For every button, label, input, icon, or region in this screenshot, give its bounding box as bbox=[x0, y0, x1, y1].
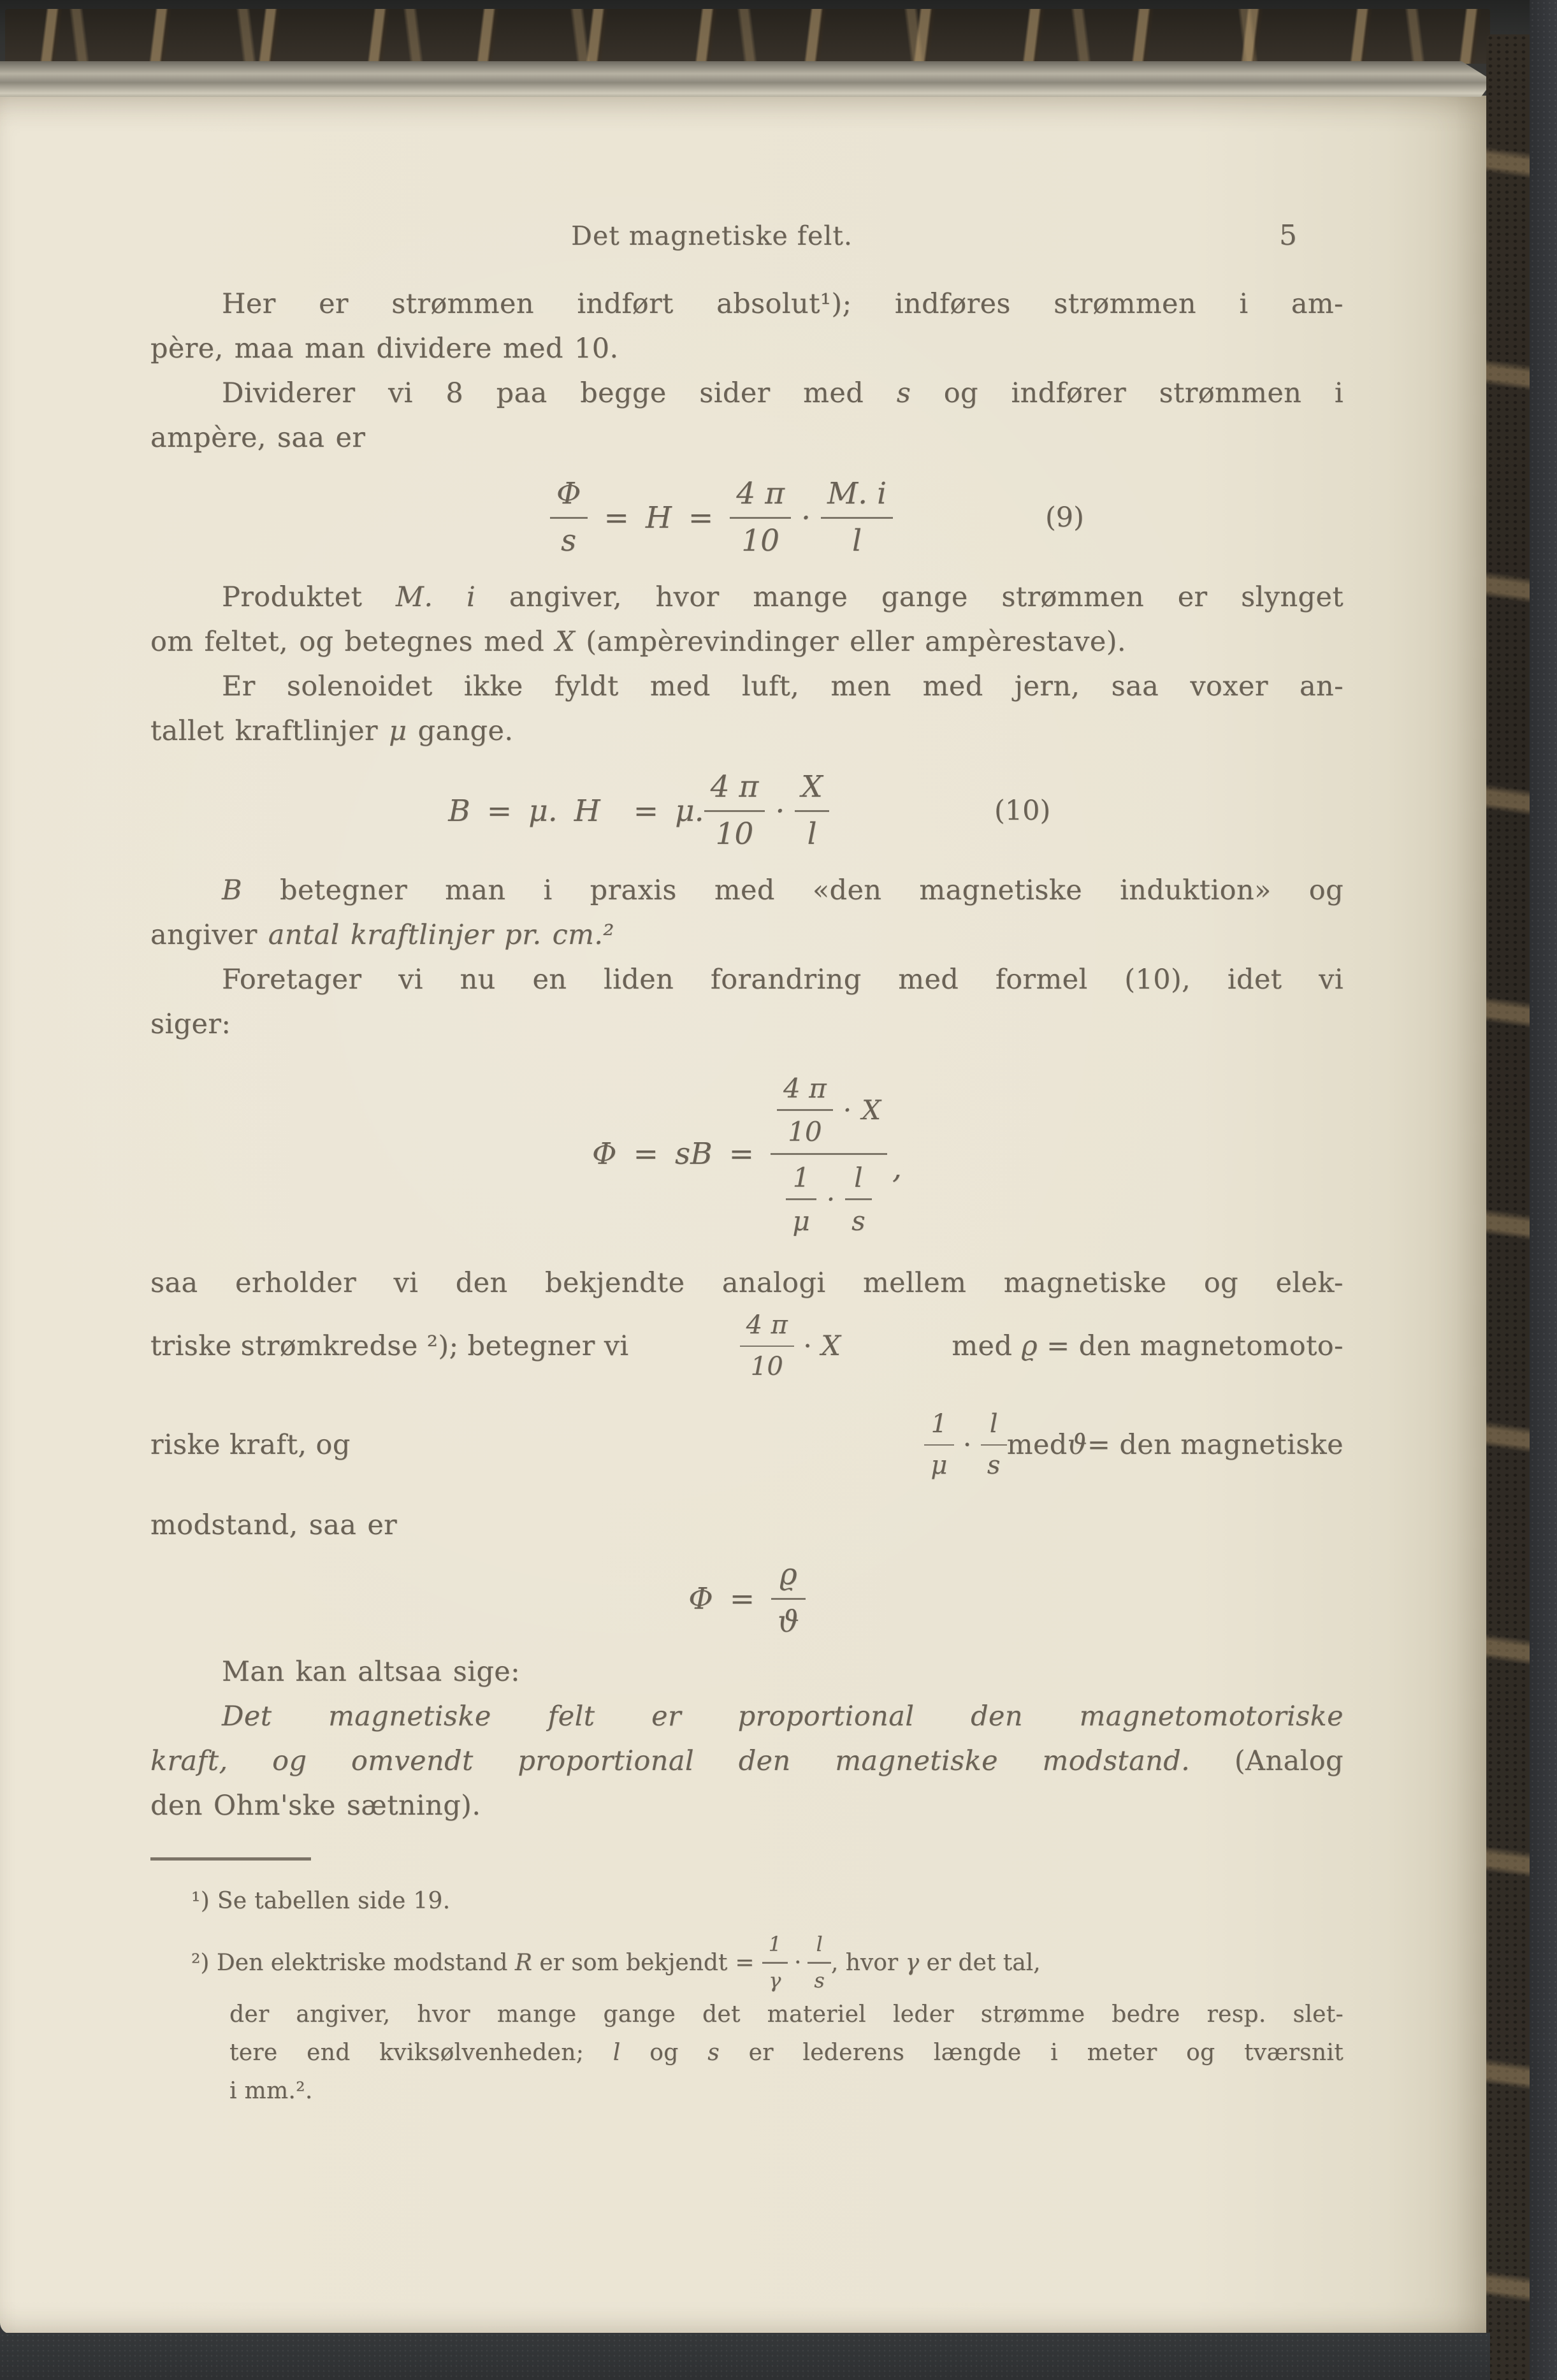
footnote-1: ¹) Se tabellen side 19. bbox=[191, 1888, 451, 1914]
math-var: H bbox=[645, 500, 672, 535]
cover-bottom-cloth bbox=[0, 2333, 1490, 2380]
fraction-numerator: 4 π bbox=[783, 1073, 827, 1105]
fraction bbox=[550, 477, 588, 558]
equals-sign: = bbox=[688, 500, 714, 535]
paragraph-line: père, maa man dividere med 10. bbox=[150, 333, 619, 365]
fraction-denominator: μ bbox=[786, 1198, 816, 1236]
footnote-2-line bbox=[191, 1929, 1343, 1996]
math-var: Φ bbox=[592, 1136, 617, 1172]
paragraph-line bbox=[150, 371, 1343, 416]
running-header bbox=[150, 221, 1343, 255]
footnote-2-line: der angiver, hvor mange gange det materiel leder strømme bedre resp. slet- bbox=[229, 2001, 1343, 2028]
fraction bbox=[795, 771, 829, 851]
math-var: μ. bbox=[528, 793, 558, 829]
fraction-numerator: l bbox=[816, 1931, 823, 1956]
comma: , bbox=[892, 1150, 902, 1186]
fraction-denominator: l bbox=[795, 810, 829, 852]
equals-sign: = bbox=[735, 1949, 755, 1976]
paragraph-line: Man kan altsaa sige: bbox=[222, 1656, 521, 1688]
math-var: ϑ bbox=[1067, 1429, 1087, 1461]
fraction-numerator: 4 π bbox=[746, 1310, 788, 1340]
equals-sign: = bbox=[633, 793, 659, 829]
equals-sign: = bbox=[486, 793, 512, 829]
fraction bbox=[786, 1163, 816, 1236]
fraction bbox=[704, 771, 765, 851]
paragraph-line bbox=[150, 620, 1343, 664]
paragraph-line bbox=[150, 575, 1343, 620]
fraction-numerator: 4 π bbox=[710, 769, 759, 804]
math-var: B bbox=[448, 793, 470, 829]
formula-ohm-analogy bbox=[150, 1553, 1343, 1644]
fraction-numerator: M. i bbox=[827, 475, 887, 511]
fraction-denominator: s bbox=[845, 1198, 872, 1236]
fraction-denominator: 10 bbox=[777, 1109, 833, 1147]
multiplication-dot: · bbox=[843, 1094, 852, 1126]
text-run: Produktet bbox=[222, 581, 396, 613]
fraction bbox=[771, 1558, 806, 1639]
math-var: X bbox=[555, 626, 576, 658]
fraction-denominator: μ bbox=[924, 1444, 953, 1480]
fraction-numerator bbox=[771, 1071, 887, 1152]
fraction-numerator: ϱ bbox=[779, 1556, 797, 1592]
paragraph-line: ampère, saa er bbox=[150, 422, 366, 454]
fraction-denominator: s bbox=[807, 1962, 830, 1992]
paragraph-line: den Ohm'ske sætning). bbox=[150, 1790, 481, 1822]
multiplication-dot: · bbox=[801, 500, 811, 535]
fraction-denominator: s bbox=[550, 517, 588, 558]
fraction-numerator: 4 π bbox=[736, 475, 785, 511]
math-var: M. i bbox=[395, 581, 476, 613]
text-column bbox=[150, 221, 1343, 2110]
denominator-row bbox=[786, 1163, 871, 1236]
fraction bbox=[740, 1311, 795, 1381]
text-run: triske strømkredse ²); betegner vi bbox=[150, 1330, 629, 1362]
multiplication-dot: · bbox=[793, 1949, 802, 1976]
text-run: Dividerer vi 8 paa begge sider med bbox=[222, 377, 897, 409]
cover-right-cloth bbox=[1530, 0, 1557, 2380]
text-run: = den magnetiske bbox=[1087, 1429, 1343, 1461]
text-run: er lederens længde i meter og tværsnit bbox=[719, 2040, 1343, 2066]
paragraph-line bbox=[150, 868, 1343, 913]
text-run bbox=[952, 1330, 1343, 1362]
fraction bbox=[762, 1933, 788, 1992]
text-run bbox=[831, 1950, 1041, 1976]
text-run: med bbox=[1006, 1429, 1068, 1461]
page-number: 5 bbox=[1279, 219, 1298, 252]
text-run: og bbox=[620, 2040, 708, 2066]
formula-10 bbox=[42, 762, 1235, 859]
fraction bbox=[981, 1410, 1007, 1480]
equals-sign: = bbox=[633, 1136, 658, 1172]
footnote-rule bbox=[150, 1857, 311, 1861]
math-var: μ bbox=[389, 715, 407, 747]
math-var: s bbox=[896, 377, 911, 409]
page-block-top-edge bbox=[0, 61, 1499, 97]
fraction-denominator bbox=[771, 1153, 887, 1236]
math-var: Φ bbox=[688, 1581, 713, 1616]
fraction bbox=[807, 1933, 830, 1992]
fraction-denominator: l bbox=[821, 517, 893, 558]
formula-number: (10) bbox=[994, 795, 1051, 827]
inline-math-group bbox=[924, 1410, 1343, 1480]
paragraph-line: Her er strømmen indført absolut¹); indføres strømmen i am- bbox=[222, 288, 1343, 320]
equals-sign: = bbox=[729, 1581, 755, 1616]
paragraph-line: modstand, saa er bbox=[150, 1509, 398, 1541]
text-run: riske kraft, og bbox=[150, 1429, 351, 1461]
cover-right-marbled-edge bbox=[1486, 34, 1533, 2380]
text-run: (Analog bbox=[1190, 1745, 1343, 1777]
text-run bbox=[191, 1950, 727, 1976]
page-title: Det magnetiske felt. bbox=[571, 221, 853, 251]
inline-math-group bbox=[740, 1311, 841, 1381]
paragraph-line: Er solenoidet ikke fyldt med luft, men med jern, saa voxer an- bbox=[222, 671, 1343, 702]
footnotes bbox=[191, 1882, 1343, 2110]
math-var: μ. bbox=[675, 793, 704, 829]
equals-sign: = bbox=[728, 1136, 755, 1172]
math-var: H bbox=[574, 793, 600, 829]
text-run: ²) Den elektriske modstand bbox=[191, 1949, 515, 1976]
fraction-denominator: γ bbox=[762, 1962, 788, 1992]
multiplication-dot: · bbox=[803, 1330, 813, 1362]
text-run: angiver, hvor mange gange strømmen er slynget bbox=[475, 581, 1344, 613]
text-run: tere end kviksølvenheden; bbox=[229, 2040, 613, 2066]
fraction-denominator: 10 bbox=[704, 810, 765, 852]
fraction bbox=[777, 1073, 833, 1147]
math-var: s bbox=[707, 2040, 720, 2066]
text-run: tallet kraftlinjer bbox=[150, 715, 389, 747]
text-run: , hvor bbox=[830, 1949, 906, 1976]
paragraph-line bbox=[150, 709, 1343, 753]
fraction-numerator: 1 bbox=[931, 1409, 948, 1439]
footnote-2-line bbox=[191, 2034, 1343, 2072]
fraction-denominator: ϑ bbox=[771, 1598, 806, 1639]
outer-fraction bbox=[771, 1071, 887, 1235]
paragraph-line-with-fraction bbox=[150, 1387, 1343, 1503]
math-var: sB bbox=[674, 1136, 713, 1172]
cover-top-marbled-edge bbox=[5, 9, 1490, 64]
fraction-numerator: 1 bbox=[792, 1161, 810, 1193]
footnote-2-line: i mm.². bbox=[229, 2078, 313, 2104]
text-run: angiver bbox=[150, 919, 268, 951]
numerator-row bbox=[777, 1073, 881, 1147]
text-run: med bbox=[952, 1330, 1022, 1362]
text-run: gange. bbox=[407, 715, 514, 747]
fraction-denominator: s bbox=[981, 1444, 1007, 1480]
fraction-denominator: 10 bbox=[730, 517, 791, 558]
paragraph-line-italic: Det magnetiske felt er proportional den magnetomotoriske bbox=[222, 1701, 1343, 1732]
fraction-numerator: l bbox=[854, 1161, 863, 1193]
fraction-numerator: X bbox=[801, 769, 823, 804]
italic-phrase: kraft, og omvendt proportional den magnetiske modstand. bbox=[150, 1745, 1191, 1777]
paragraph-line: Foretager vi nu en liden forandring med formel (10), idet vi bbox=[222, 964, 1343, 996]
paragraph-line: siger: bbox=[150, 1008, 231, 1040]
text-run: er det tal, bbox=[919, 1949, 1041, 1976]
math-var: ϱ bbox=[1021, 1330, 1038, 1362]
text-run: = den magnetomoto- bbox=[1038, 1330, 1343, 1362]
math-var: X bbox=[821, 1330, 841, 1362]
text-run: betegner man i praxis med «den magnetiske induktion» og bbox=[242, 874, 1343, 906]
formula-phi-sb bbox=[150, 1057, 1343, 1251]
formula-number: (9) bbox=[1045, 502, 1084, 533]
paragraph-line: saa erholder vi den bekjendte analogi mellem magnetiske og elek- bbox=[150, 1267, 1343, 1299]
italic-phrase: antal kraftlinjer pr. cm.² bbox=[268, 919, 614, 951]
fraction bbox=[730, 477, 791, 558]
math-var: γ bbox=[905, 1949, 920, 1976]
equals-sign: = bbox=[604, 500, 629, 535]
paragraph-line bbox=[150, 913, 1343, 957]
math-var: X bbox=[862, 1094, 881, 1126]
math-var: l bbox=[612, 2040, 621, 2066]
formula-9 bbox=[125, 469, 1318, 566]
multiplication-dot: · bbox=[775, 793, 785, 829]
fraction-numerator: Φ bbox=[556, 475, 581, 511]
math-var: R bbox=[514, 1949, 532, 1976]
text-run: (ampèrevindinger eller ampèrestave). bbox=[575, 626, 1126, 658]
multiplication-dot: · bbox=[826, 1183, 836, 1215]
fraction-denominator: 10 bbox=[740, 1346, 795, 1381]
fraction bbox=[924, 1410, 953, 1480]
text-run: om feltet, og betegnes med bbox=[150, 626, 556, 658]
text-run: og indfører strømmen i bbox=[911, 377, 1343, 409]
fraction-numerator: l bbox=[989, 1409, 998, 1439]
paragraph-line bbox=[150, 1739, 1343, 1783]
paragraph-line-with-fraction bbox=[150, 1305, 1343, 1387]
fraction bbox=[821, 477, 893, 558]
fraction-numerator: 1 bbox=[768, 1931, 781, 1956]
math-var: B bbox=[222, 874, 242, 906]
text-run: er som bekjendt bbox=[532, 1949, 728, 1976]
fraction bbox=[845, 1163, 872, 1236]
multiplication-dot: · bbox=[962, 1429, 972, 1461]
